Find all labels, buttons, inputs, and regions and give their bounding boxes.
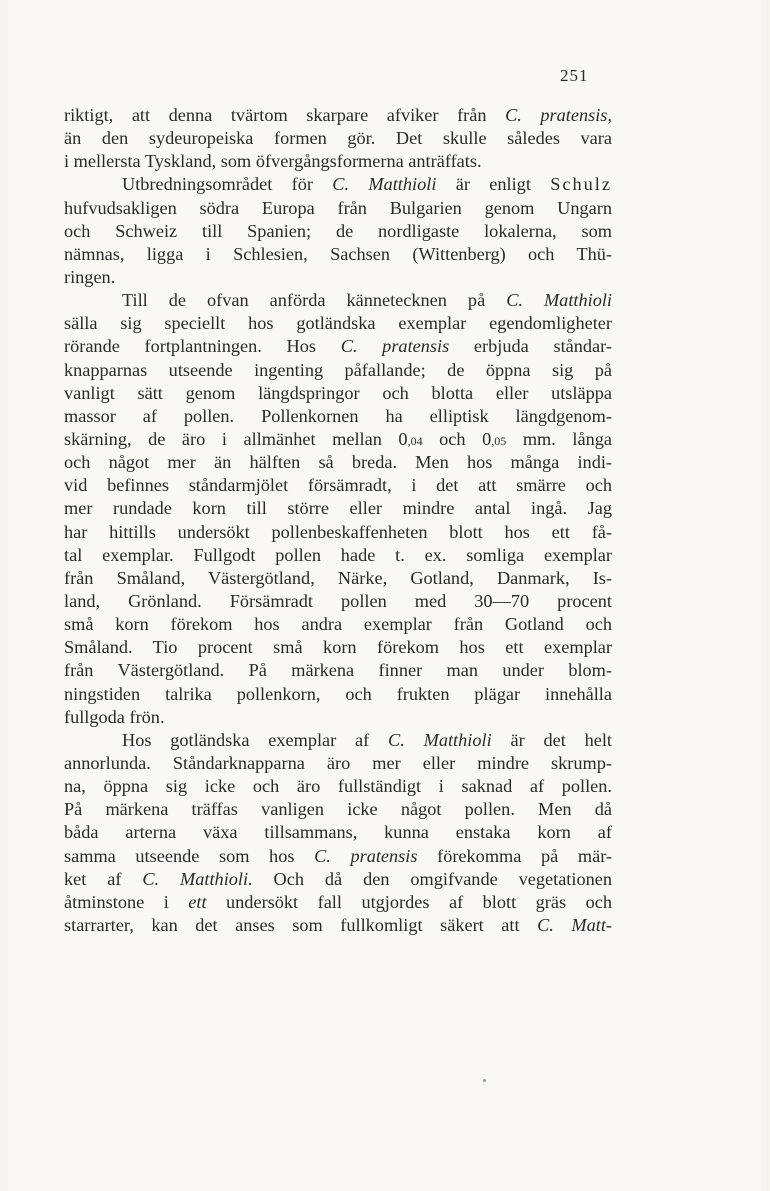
- text-segment: åtminstone i: [64, 891, 189, 912]
- text-segment: På märkena träffas vanligen icke något pollen. Men då: [64, 799, 612, 820]
- text-segment: vid befinnes ståndarmjölet försämradt, i det att smärre och: [64, 475, 612, 496]
- text-line: [64, 335, 612, 358]
- text-segment: samma utseende som hos: [64, 845, 315, 866]
- text-segment: i mellersta Tyskland, som öfvergångsformerna anträffats.: [64, 151, 482, 172]
- text-segment: och något mer än hälften så breda. Men hos många indi-: [64, 452, 612, 473]
- italic-text: C. Matthioli: [388, 729, 492, 750]
- text-line: [64, 706, 612, 729]
- text-line: [64, 173, 612, 196]
- text-line: [64, 636, 612, 659]
- text-line: [64, 683, 612, 706]
- text-segment: undersökt fall utgjordes af blott gräs och: [206, 891, 612, 912]
- text-segment: båda arterna växa tillsammans, kunna enstaka korn af: [64, 822, 612, 843]
- text-line: [64, 845, 612, 868]
- text-segment: rörande fortplantningen. Hos: [64, 336, 341, 357]
- text-segment: än den sydeuropeiska formen gör. Det skulle således vara: [64, 128, 612, 149]
- italic-text: ett: [188, 891, 207, 912]
- text-line: [64, 567, 612, 590]
- text-line: [64, 266, 612, 289]
- text-line: [64, 359, 612, 382]
- text-segment: fullgoda frön.: [64, 706, 165, 727]
- italic-text: C. Matthioli: [332, 174, 437, 195]
- text-line: [64, 544, 612, 567]
- text-line: [64, 775, 612, 798]
- text-line: [64, 659, 612, 682]
- italic-text: C. Matt-: [537, 914, 612, 935]
- text-line: [64, 798, 612, 821]
- text-segment: hufvudsakligen södra Europa från Bulgarien genom Ungarn: [64, 197, 612, 218]
- text-segment: Till de ofvan anförda kännetecknen på: [122, 290, 507, 311]
- text-segment: ringen.: [64, 266, 116, 287]
- text-segment: knapparnas utseende ingenting påfallande; de öppna sig på: [64, 359, 612, 380]
- text-segment: skärning, de äro i allmänhet mellan 0: [64, 428, 408, 449]
- text-segment: ,05: [491, 433, 507, 448]
- text-segment: erbjuda ståndar-: [449, 336, 612, 357]
- text-line: [64, 428, 612, 451]
- text-segment: mm. långa: [506, 428, 612, 449]
- text-line: [64, 382, 612, 405]
- text-segment: är enligt: [436, 174, 551, 195]
- text-line: [64, 150, 612, 173]
- text-line: [64, 868, 612, 891]
- text-segment: har hittills undersökt pollenbeskaffenheten blott hos ett få-: [64, 521, 612, 542]
- text-segment: land, Grönland. Försämradt pollen med 30—70 procent: [64, 590, 612, 611]
- text-line: [64, 613, 612, 636]
- text-segment: tal exemplar. Fullgodt pollen hade t. ex. somliga exemplar: [64, 544, 612, 565]
- text-segment: ningstiden talrika pollenkorn, och frukten plägar innehålla: [64, 683, 612, 704]
- text-line: [64, 405, 612, 428]
- spaced-text: Schulz: [550, 174, 612, 195]
- text-line: [64, 220, 612, 243]
- text-segment: massor af pollen. Pollenkornen ha elliptisk längdgenom-: [64, 405, 612, 426]
- text-segment: är det helt: [491, 729, 612, 750]
- italic-text: C. pratensis: [340, 336, 450, 357]
- text-segment: och 0: [422, 428, 492, 449]
- text-line: [64, 590, 612, 613]
- text-segment: na, öppna sig icke och äro fullständigt i saknad af pollen.: [64, 776, 612, 797]
- text-line: [64, 127, 612, 150]
- text-line: [64, 821, 612, 844]
- text-segment: små korn förekom hos andra exemplar från Gotland och: [64, 614, 612, 635]
- text-line: [64, 243, 612, 266]
- text-segment: förekomma på mär-: [417, 845, 613, 866]
- text-line: [64, 521, 612, 544]
- text-line: [64, 104, 612, 127]
- text-segment: starrarter, kan det anses som fullkomligt säkert att: [64, 914, 538, 935]
- italic-text: C. Matthioli.: [142, 868, 253, 889]
- text-line: [64, 891, 612, 914]
- page-number: 251: [560, 66, 589, 85]
- text-segment: annorlunda. Ståndarknapparna äro mer eller mindre skrump-: [64, 752, 612, 773]
- text-line: [64, 312, 612, 335]
- text-line: [64, 451, 612, 474]
- text-line: [64, 497, 612, 520]
- text-segment: Småland. Tio procent små korn förekom hos ett exemplar: [64, 637, 612, 658]
- text-segment: riktigt, att denna tvärtom skarpare afviker från: [64, 105, 506, 125]
- text-segment: nämnas, ligga i Schlesien, Sachsen (Wittenberg) och Thü-: [64, 243, 612, 264]
- text-line: [64, 289, 612, 312]
- text-line: [64, 474, 612, 497]
- text-segment: Hos gotländska exemplar af: [122, 729, 389, 750]
- text-line: [64, 914, 612, 937]
- text-segment: och Schweiz till Spanien; de nordligaste lokalerna, som: [64, 220, 612, 241]
- text-line: [64, 729, 612, 752]
- text-segment: från Västergötland. På märkena finner man under blom-: [64, 660, 612, 681]
- text-line: [64, 752, 612, 775]
- italic-text: C. pratensis: [314, 845, 418, 866]
- stray-mark: [483, 1079, 486, 1082]
- text-segment: vanligt sätt genom längdspringor och blotta eller utsläppa: [64, 382, 612, 403]
- text-segment: ,04: [407, 433, 423, 448]
- text-segment: Och då den omgifvande vegetationen: [252, 868, 612, 889]
- text-segment: från Småland, Västergötland, Närke, Gotland, Danmark, Is-: [64, 567, 612, 588]
- text-segment: ket af: [64, 868, 143, 889]
- italic-text: C. pratensis,: [505, 105, 612, 125]
- italic-text: C. Matthioli: [506, 290, 612, 311]
- text-line: [64, 197, 612, 220]
- text-segment: sälla sig speciellt hos gotländska exemplar egendomligheter: [64, 313, 612, 334]
- body-text: [64, 104, 612, 937]
- text-segment: mer rundade korn till större eller mindre antal ingå. Jag: [64, 498, 612, 519]
- text-segment: Utbredningsområdet för: [122, 174, 333, 195]
